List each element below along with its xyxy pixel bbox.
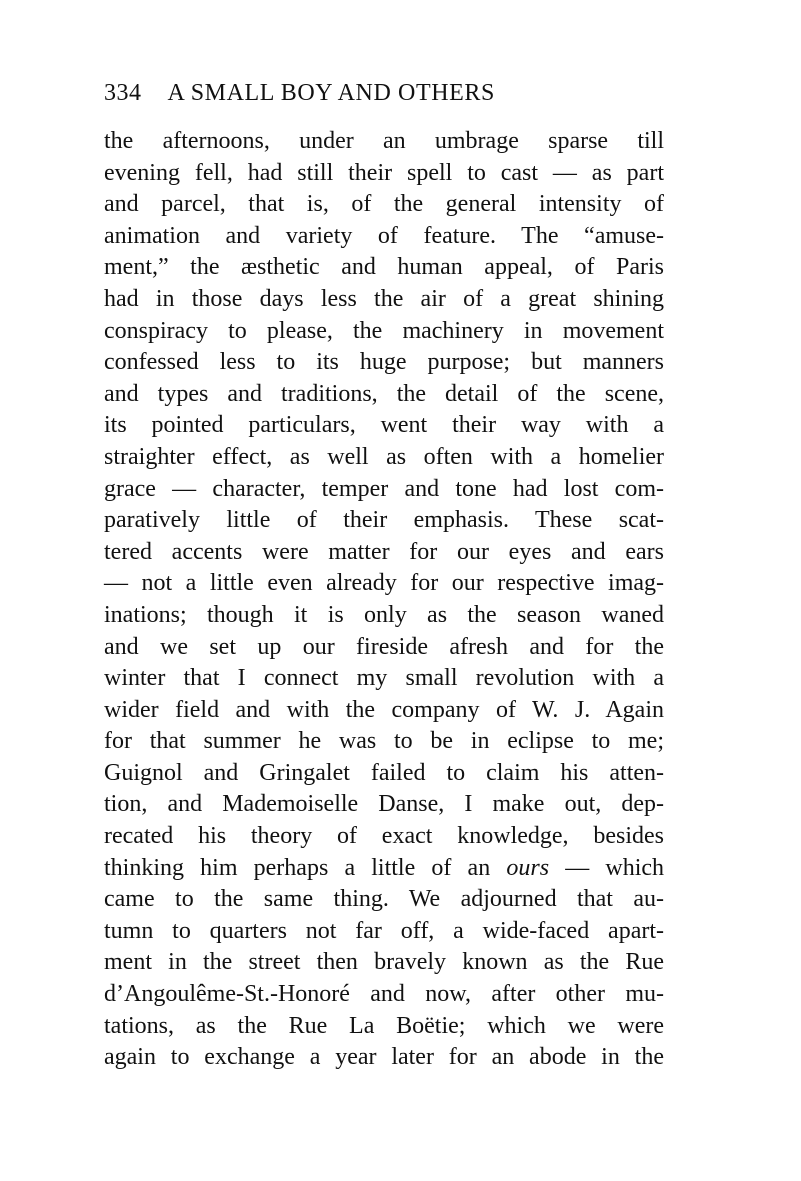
text-line: confessed less to its huge purpose; but manners [104,349,664,376]
text-line: and parcel, that is, of the general intensity of [104,191,664,218]
book-page [104,80,664,1074]
text-line: ment in the street then bravely known as the Rue [104,949,664,976]
text-line: evening fell, had still their spell to cast — as part [104,159,664,186]
text-line: came to the same thing. We adjourned that au- [104,886,664,913]
text-line: had in those days less the air of a great shining [104,285,664,312]
page-number: 334 [104,80,142,106]
text-line: tion, and Mademoiselle Danse, I make out, dep- [104,791,664,818]
text-line: paratively little of their emphasis. These scat- [104,507,664,534]
text-line: and we set up our fireside afresh and for the [104,633,664,660]
text-line: d’Angoulême-St.-Honoré and now, after other mu- [104,981,664,1008]
text-line: ment,” the æsthetic and human appeal, of Paris [104,254,664,281]
body-text [104,126,664,1074]
running-title: A SMALL BOY AND OTHERS [167,80,495,106]
text-line: conspiracy to please, the machinery in movement [104,317,664,344]
text-line: its pointed particulars, went their way with a [104,412,664,439]
text-line: Guignol and Gringalet failed to claim his atten- [104,759,664,786]
text-line-with-italic [104,853,664,885]
text-segment: — which [549,854,665,881]
text-line: and types and traditions, the detail of the scene, [104,380,664,407]
text-line: the afternoons, under an umbrage sparse till [104,128,664,154]
text-line: winter that I connect my small revolution with a [104,665,664,692]
text-line: animation and variety of feature. The “amuse- [104,222,664,249]
italic-word: ours [506,854,550,881]
text-line: grace — character, temper and tone had lost com- [104,475,664,502]
page-header [104,80,664,114]
text-segment: thinking him perhaps a little of an [104,854,507,881]
text-line: straighter effect, as well as often with a homelier [104,443,664,470]
text-line: tumn to quarters not far off, a wide-faced apart- [104,917,664,944]
text-line: tations, as the Rue La Boëtie; which we were [104,1012,664,1039]
text-line: inations; though it is only as the season waned [104,601,664,628]
text-line: — not a little even already for our respective imag- [104,570,664,597]
text-line: tered accents were matter for our eyes and ears [104,538,664,565]
text-line: again to exchange a year later for an abode in the [104,1044,664,1071]
text-line: for that summer he was to be in eclipse to me; [104,728,664,755]
text-line: recated his theory of exact knowledge, besides [104,823,664,850]
text-line: wider field and with the company of W. J. Again [104,696,664,723]
